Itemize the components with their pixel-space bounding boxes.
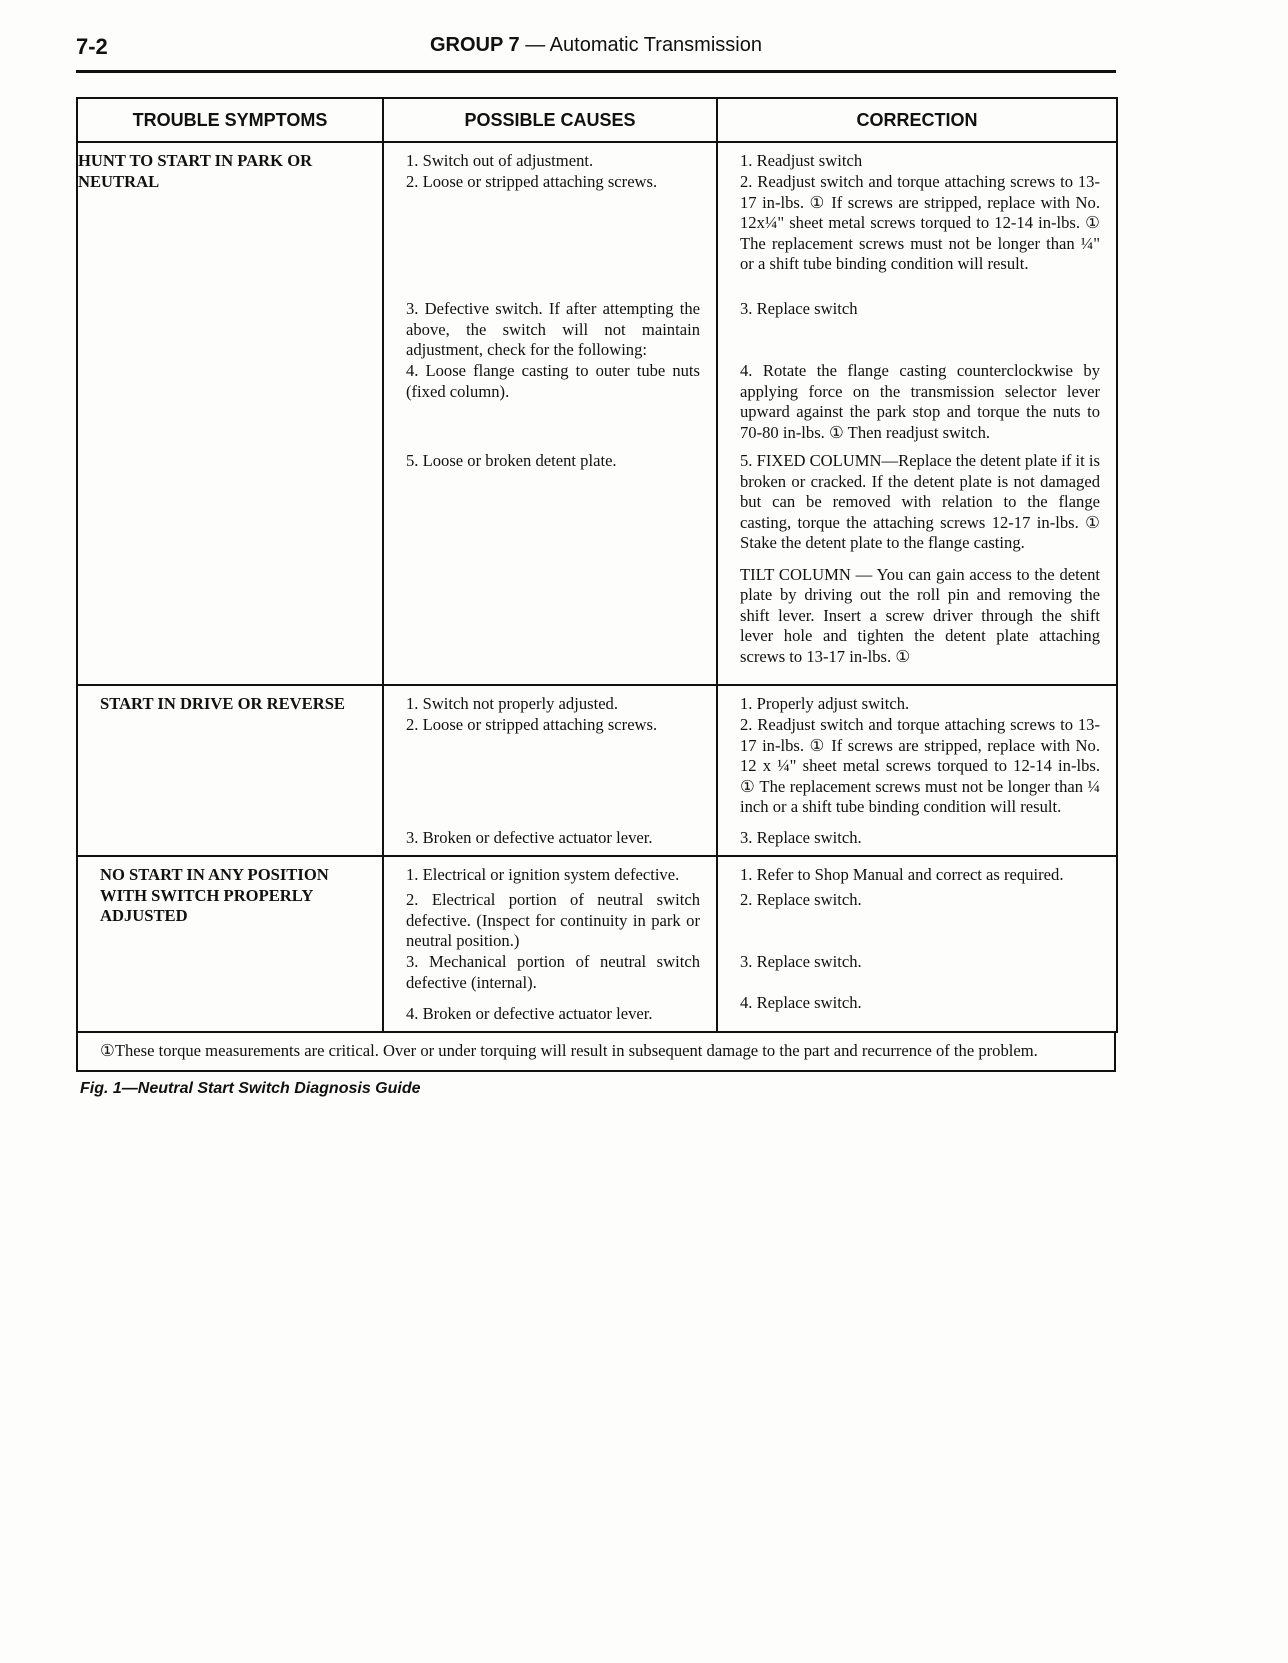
- diagnosis-table: [76, 97, 1118, 1033]
- possible-cause: 2. Electrical portion of neutral switch defective. (Inspect for continuity in park or neutral position.): [406, 890, 700, 950]
- table-body: [77, 142, 1117, 1032]
- header-rule: [76, 70, 1116, 73]
- correction: 1. Refer to Shop Manual and correct as required.: [740, 865, 1064, 884]
- trouble-symptom: HUNT TO START IN PARK OR NEUTRAL: [77, 142, 383, 685]
- footnote-box: [76, 1033, 1116, 1072]
- group-title: [76, 34, 1116, 57]
- group-subtitle: — Automatic Transmission: [519, 34, 762, 56]
- possible-cause: 1. Switch out of adjustment.: [406, 151, 594, 170]
- correction: 5. FIXED COLUMN—Replace the detent plate if it is broken or cracked. If the detent plate is not damaged but can be removed with relation to the flange casting, torque the attaching screws 12-17 in-lbs. ① Stake the detent plate to the flange casting.: [740, 451, 1100, 552]
- possible-cause: 3. Defective switch. If after attempting the above, the switch will not maintain adjustment, check for the following:: [406, 299, 700, 359]
- column-header-correction: CORRECTION: [717, 98, 1117, 142]
- correction: 2. Replace switch.: [740, 890, 862, 909]
- possible-cause: 4. Broken or defective actuator lever.: [406, 1004, 653, 1023]
- possible-cause: 4. Loose flange casting to outer tube nuts (fixed column).: [406, 361, 700, 401]
- correction: 1. Properly adjust switch.: [740, 694, 910, 713]
- trouble-symptom: NO START IN ANY POSITION WITH SWITCH PROPERLY ADJUSTED: [77, 856, 383, 1032]
- footnote: ①These torque measurements are critical. Over or under torquing will result in subsequent damage to the part and recurrence of the problem.: [76, 1033, 1116, 1072]
- table-row: [77, 685, 1117, 856]
- possible-causes-cell: [383, 685, 717, 856]
- table-row: [77, 856, 1117, 1032]
- possible-cause: 2. Loose or stripped attaching screws.: [406, 715, 658, 734]
- correction: 4. Replace switch.: [740, 993, 862, 1012]
- correction: 3. Replace switch.: [740, 952, 862, 971]
- group-label: GROUP 7: [430, 34, 520, 56]
- correction: 2. Readjust switch and torque attaching screws to 13-17 in-lbs. ① If screws are stripped, replace with No. 12x¼" sheet metal screws torqued to 12-14 in-lbs. ① The replacement screws must not be longer than ¼" or a shift tube binding condition will result.: [740, 172, 1100, 273]
- table-header-row: [77, 98, 1117, 142]
- possible-cause: 2. Loose or stripped attaching screws.: [406, 172, 658, 191]
- correction-cell: [717, 142, 1117, 685]
- correction: 3. Replace switch.: [740, 828, 862, 847]
- figure-caption: Fig. 1—Neutral Start Switch Diagnosis Guide: [80, 1080, 421, 1097]
- correction: 3. Replace switch: [740, 299, 858, 318]
- table-row: [77, 142, 1117, 685]
- column-header-symptoms: TROUBLE SYMPTOMS: [77, 98, 383, 142]
- column-header-causes: POSSIBLE CAUSES: [383, 98, 717, 142]
- possible-cause: 3. Mechanical portion of neutral switch defective (internal).: [406, 952, 700, 992]
- possible-cause: 5. Loose or broken detent plate.: [406, 451, 617, 470]
- page-number: 7-2: [76, 34, 108, 59]
- correction: 2. Readjust switch and torque attaching screws to 13-17 in-lbs. ① If screws are stripped, replace with No. 12 x ¼" sheet metal screws torqued to 12-14 in-lbs. ① The replacement screws must not be longer than ¼ inch or a shift tube binding condition will result.: [740, 715, 1100, 816]
- correction: 1. Readjust switch: [740, 151, 863, 170]
- possible-cause: 1. Electrical or ignition system defective.: [406, 865, 680, 884]
- possible-causes-cell: [383, 142, 717, 685]
- correction-cell: [717, 685, 1117, 856]
- trouble-symptom: START IN DRIVE OR REVERSE: [77, 685, 383, 856]
- correction-extra: TILT COLUMN — You can gain access to the detent plate by driving out the roll pin and removing the shift lever. Insert a screw driver through the shift lever hole and tighten the detent plate attaching screws to 13-17 in-lbs. ①: [740, 564, 1100, 666]
- possible-causes-cell: [383, 856, 717, 1032]
- correction-cell: [717, 856, 1117, 1032]
- possible-cause: 1. Switch not properly adjusted.: [406, 694, 618, 713]
- correction: 4. Rotate the flange casting counterclockwise by applying force on the transmission selector lever upward against the park stop and torque the nuts to 70-80 in-lbs. ① Then readjust switch.: [740, 361, 1100, 442]
- page-header: [76, 30, 1116, 66]
- possible-cause: 3. Broken or defective actuator lever.: [406, 828, 653, 847]
